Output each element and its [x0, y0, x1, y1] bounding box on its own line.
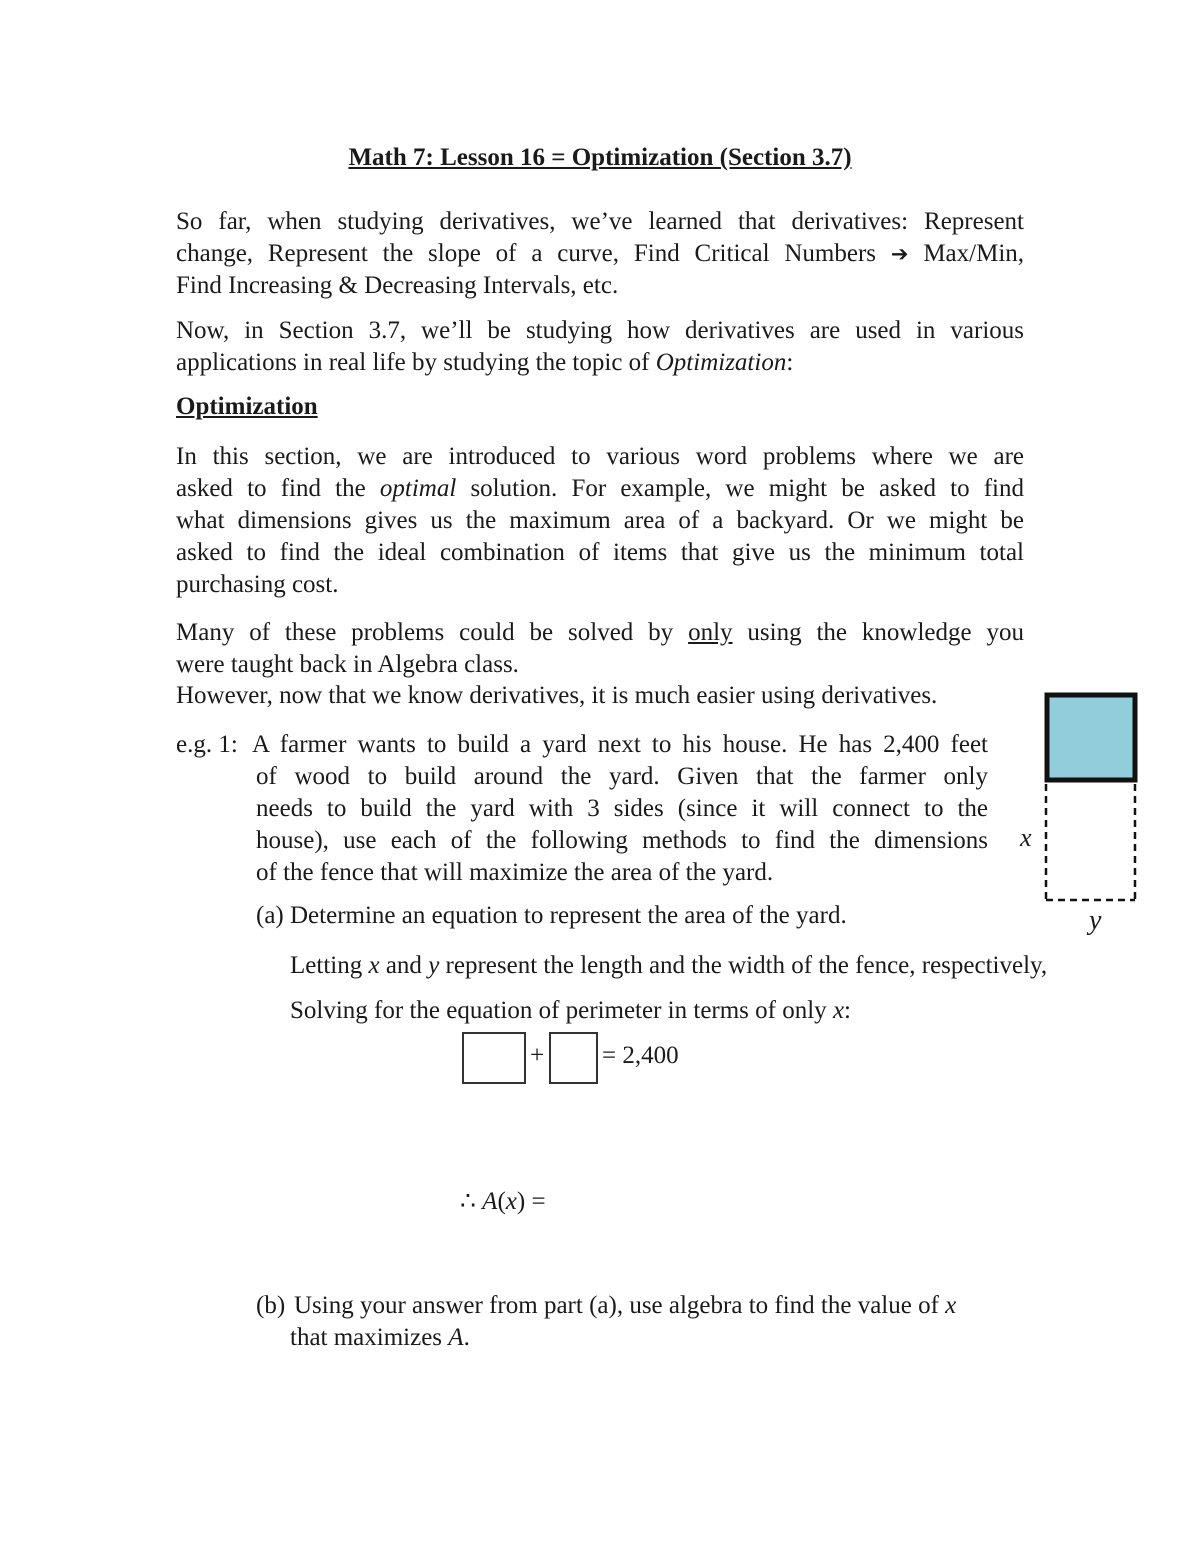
part-b-text: Using your answer from part (a), use algebra to find the value of [294, 1292, 939, 1319]
part-b-line-2 [290, 1322, 470, 1354]
solving-colon: : [844, 997, 851, 1024]
intro-line-3: Find Increasing & Decreasing Intervals, etc. [176, 272, 619, 299]
many-line-1 [176, 617, 1024, 649]
part-b-var-a: A [448, 1324, 464, 1351]
now-line-2 [176, 347, 1024, 379]
answer-box-1[interactable] [462, 1032, 526, 1084]
many-line-1-text: Many of these problems could be solved by [176, 619, 674, 646]
area-equals: = [531, 1188, 546, 1215]
optimal-term: optimal [379, 475, 457, 502]
example-line-4: house), use each of the following methods to find the dimensions [256, 827, 988, 854]
section-line-1: In this section, we are introduced to various word problems where we are [176, 443, 1024, 470]
yard-diagram [1010, 688, 1160, 938]
part-b-label: (b) [256, 1292, 286, 1319]
letting-and: and [385, 952, 422, 979]
letting-text: Letting [290, 952, 363, 979]
only-underlined: only [688, 619, 733, 646]
intro-line-1: So far, when studying derivatives, we’ve learned that derivatives: Represent [176, 208, 1024, 235]
many-line-3: However, now that we know derivatives, it is much easier using derivatives. [176, 682, 938, 709]
yard-diagram-svg [1010, 688, 1160, 938]
perimeter-equals: = 2,400 [602, 1042, 679, 1069]
part-b-var-x: x [945, 1292, 957, 1319]
section-line-2-end: solution. For example, we might be asked to find [470, 475, 1025, 502]
section-line-3: what dimensions gives us the maximum area of a backyard. Or we might be [176, 507, 1024, 534]
area-arg-x: x [505, 1188, 517, 1215]
page-title: Math 7: Lesson 16 = Optimization (Section 3.7) [348, 144, 852, 171]
many-line-2: were taught back in Algebra class. [176, 651, 519, 678]
part-b-line-1 [294, 1290, 956, 1322]
example-line-2: of wood to build around the yard. Given that the farmer only [256, 763, 988, 790]
section-line-4: asked to find the ideal combination of items that give us the minimum total [176, 539, 1024, 566]
solving-line [290, 995, 851, 1027]
example-label: e.g. 1: [176, 731, 238, 758]
label-y: y [1089, 905, 1102, 936]
part-a-label: (a) [256, 902, 284, 929]
therefore-symbol: ∴ [460, 1188, 476, 1215]
intro-line-2-text: change, Represent the slope of a curve, Find Critical Numbers [176, 240, 877, 267]
solving-text: Solving for the equation of perimeter in terms of only [290, 997, 827, 1024]
section-line-2 [176, 473, 1024, 505]
solving-var-x: x [832, 997, 845, 1024]
example-line-3: needs to build the yard with 3 sides (since it will connect to the [256, 795, 988, 822]
part-b-line-2-text: that maximizes [290, 1324, 443, 1351]
label-x: x [1020, 823, 1032, 852]
optimization-term: Optimization [655, 349, 787, 376]
letting-line [290, 950, 1047, 982]
now-line-1: Now, in Section 3.7, we’ll be studying how derivatives are used in various [176, 317, 1024, 344]
plus-sign: + [530, 1042, 545, 1069]
section-line-5: purchasing cost. [176, 571, 339, 598]
var-y: y [428, 952, 440, 979]
section-heading: Optimization [176, 393, 318, 420]
intro-line-2-end: Max/Min, [923, 240, 1025, 267]
section-line-2-text: asked to find the [176, 475, 366, 502]
area-paren-close: ) [516, 1188, 526, 1215]
now-line-2-end: : [786, 349, 794, 376]
letting-rest: represent the length and the width of the fence, respectively, [445, 952, 1048, 979]
intro-line-2 [176, 238, 1024, 270]
area-function [460, 1186, 546, 1218]
example-line-5: of the fence that will maximize the area of the yard. [256, 859, 774, 886]
part-b-period: . [463, 1324, 470, 1351]
var-x: x [368, 952, 380, 979]
arrow-right-icon: ➔ [890, 242, 909, 266]
house-rect [1047, 695, 1135, 780]
area-paren-open: ( [497, 1188, 506, 1215]
now-line-2-text: applications in real life by studying the topic of [176, 349, 650, 376]
area-fn-name: A [482, 1188, 498, 1215]
part-a-text: Determine an equation to represent the area of the yard. [290, 902, 847, 929]
example-line-1: A farmer wants to build a yard next to his house. He has 2,400 feet [252, 731, 988, 758]
answer-box-2[interactable] [549, 1032, 598, 1084]
many-line-1-end: using the knowledge you [747, 619, 1024, 646]
